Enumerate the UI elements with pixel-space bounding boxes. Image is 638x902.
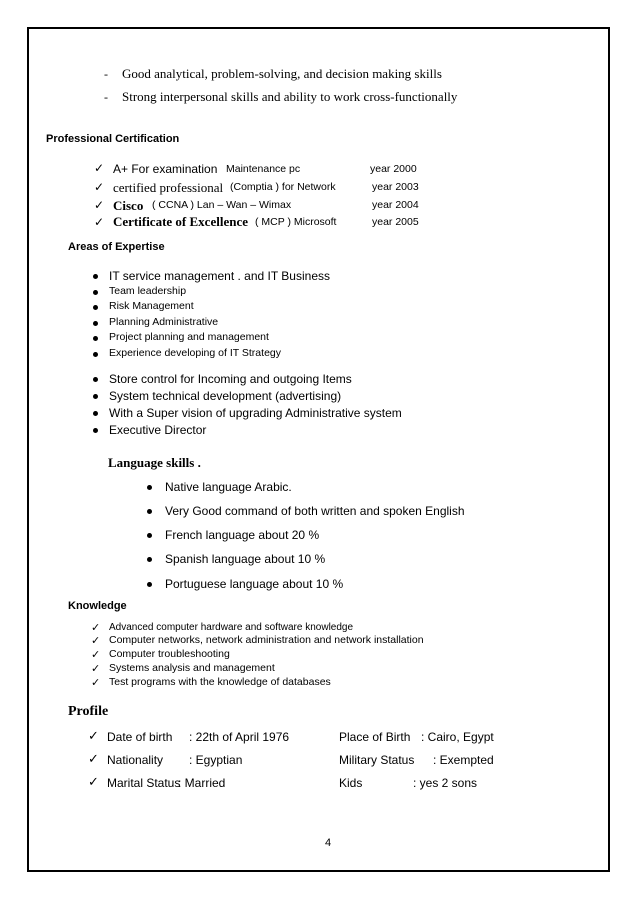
expertise-item: System technical development (advertising)	[109, 389, 342, 403]
profile-value: : Cairo, Egypt	[421, 730, 494, 744]
profile-value: : Exempted	[433, 753, 494, 767]
expertise-item: Store control for Incoming and outgoing Items	[109, 372, 352, 386]
bullet-icon	[147, 533, 152, 538]
cert-name: Certificate of Excellence	[113, 214, 248, 229]
checkmark-icon: ✓	[91, 676, 101, 689]
checkmark-icon: ✓	[91, 662, 101, 675]
expertise-item: Planning Administrative	[109, 316, 219, 328]
section-heading-language: Language skills .	[108, 455, 201, 470]
cert-year: year 2003	[372, 181, 419, 193]
checkmark-icon: ✓	[94, 198, 105, 212]
knowledge-item: Computer networks, network administration and network installation	[109, 634, 424, 646]
checkmark-icon: ✓	[88, 752, 99, 767]
language-item: Portuguese language about 10 %	[165, 577, 344, 591]
page-border	[27, 27, 610, 872]
cert-detail: Maintenance pc	[226, 163, 301, 175]
language-item: Very Good command of both written and spoken English	[165, 504, 465, 518]
checkmark-icon: ✓	[91, 621, 101, 634]
checkmark-icon: ✓	[88, 775, 99, 790]
cert-year: year 2004	[372, 199, 419, 211]
dash-bullet: -	[104, 90, 108, 104]
skill-line: Strong interpersonal skills and ability to work cross-functionally	[122, 89, 458, 104]
expertise-item: Team leadership	[109, 285, 187, 297]
profile-value: : 22th of April 1976	[189, 730, 290, 744]
bullet-icon	[93, 321, 98, 326]
profile-label: Kids	[339, 776, 363, 790]
language-item: Native language Arabic.	[165, 480, 292, 494]
knowledge-item: Systems analysis and management	[109, 662, 275, 674]
profile-label: Military Status	[339, 753, 415, 767]
cert-name: certified professional	[113, 180, 224, 195]
checkmark-icon: ✓	[91, 648, 101, 661]
bullet-icon	[93, 428, 98, 433]
section-heading-profile: Profile	[68, 704, 109, 719]
bullet-icon	[147, 485, 152, 490]
expertise-item: IT service management . and IT Business	[109, 269, 330, 283]
cert-name: Cisco	[113, 198, 144, 213]
bullet-icon	[93, 274, 98, 279]
checkmark-icon: ✓	[94, 180, 105, 194]
cert-year: year 2000	[370, 163, 417, 175]
expertise-item: Experience developing of IT Strategy	[109, 347, 281, 359]
cert-detail: (Comptia ) for Network	[230, 181, 336, 193]
cert-detail: ( MCP ) Microsoft	[255, 216, 337, 228]
page-number: 4	[325, 837, 332, 849]
expertise-item: Project planning and management	[109, 331, 269, 343]
bullet-icon	[147, 582, 152, 587]
expertise-item: Executive Director	[109, 423, 207, 437]
knowledge-item: Computer troubleshooting	[109, 648, 230, 660]
knowledge-item: Advanced computer hardware and software knowledge	[109, 622, 354, 633]
dash-bullet: -	[104, 67, 108, 81]
expertise-item: With a Super vision of upgrading Administrative system	[109, 406, 402, 420]
checkmark-icon: ✓	[94, 161, 105, 175]
bullet-icon	[93, 336, 98, 341]
profile-label: Date of birth	[107, 730, 173, 744]
profile-label: Place of Birth	[339, 730, 411, 744]
bullet-icon	[93, 305, 98, 310]
cert-detail: ( CCNA ) Lan – Wan – Wimax	[152, 199, 292, 211]
checkmark-icon: ✓	[88, 729, 99, 744]
cert-name: A+ For examination	[113, 162, 218, 176]
bullet-icon	[93, 377, 98, 382]
section-heading-certification: Professional Certification	[46, 133, 180, 145]
knowledge-item: Test programs with the knowledge of databases	[109, 676, 331, 688]
language-item: Spanish language about 10 %	[165, 552, 326, 566]
section-heading-knowledge: Knowledge	[68, 600, 127, 612]
checkmark-icon: ✓	[94, 215, 105, 229]
bullet-icon	[93, 290, 98, 295]
checkmark-icon: ✓	[91, 634, 101, 647]
profile-label: Marital Status	[107, 776, 181, 790]
profile-value: : Egyptian	[189, 753, 243, 767]
bullet-icon	[147, 557, 152, 562]
bullet-icon	[93, 411, 98, 416]
skill-line: Good analytical, problem-solving, and decision making skills	[122, 66, 442, 81]
bullet-icon	[93, 352, 98, 357]
section-heading-expertise: Areas of Expertise	[68, 241, 165, 253]
profile-value: : Married	[178, 776, 226, 790]
expertise-item: Risk Management	[109, 300, 194, 312]
profile-value: : yes 2 sons	[413, 776, 478, 790]
bullet-icon	[93, 394, 98, 399]
language-item: French language about 20 %	[165, 528, 320, 542]
bullet-icon	[147, 509, 152, 514]
cert-year: year 2005	[372, 216, 419, 228]
profile-label: Nationality	[107, 753, 164, 767]
